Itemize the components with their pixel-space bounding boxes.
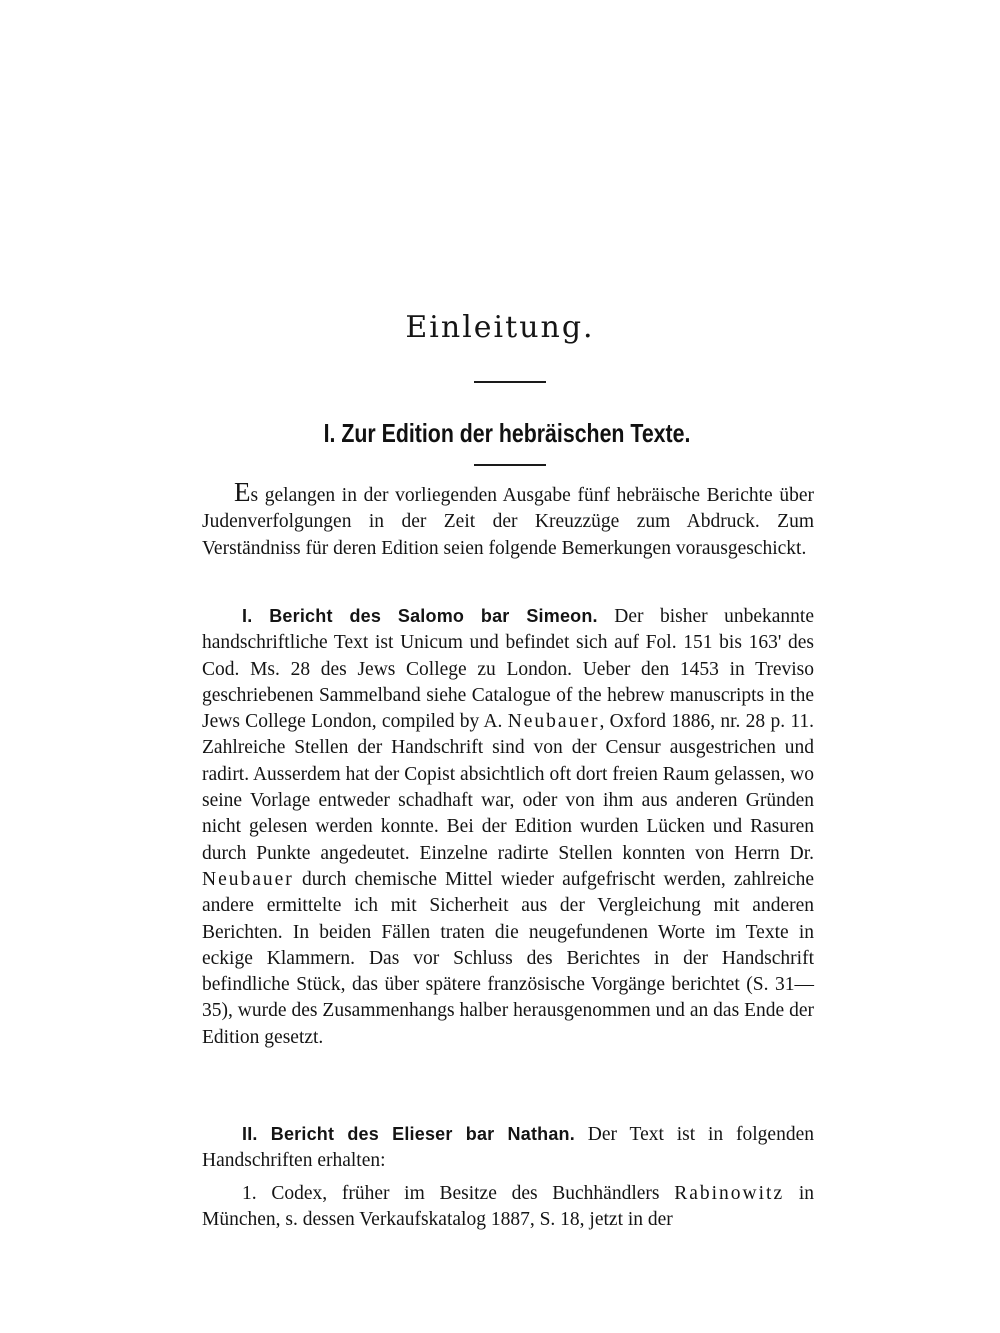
section-divider [474,464,546,466]
report-one-paragraph [202,603,814,1051]
report-one-text-c: durch chemische Mittel wieder aufgefrischt werden, zahlreiche andere ermittelte ich mit Sicherheit aus der Vergleichung mit anderen Berichten. In beiden Fällen traten die neugefundenen Worte im Texte in eckige Klammern. Das vor Schluss des Berichtes in der Handschrift befindliche Stück, das über spätere französische Vorgänge berichtet (S. 31—35), wurde des Zusammenhangs halber herausgenommen und an das Ende der Edition gesetzt. [202,868,814,1048]
drop-cap: E [234,477,251,507]
section-heading: I. Zur Edition der hebräischen Texte. [323,418,691,448]
author-name-neubauer-2: Neubauer [202,868,294,890]
report-one-label: I. Bericht des Salomo bar Simeon. [242,606,598,626]
author-name-neubauer: Neubauer [507,711,600,733]
list-item-one-text-b: in München, s. dessen Verkaufskatalog 1887, S. 18, jetzt in der [202,1183,815,1231]
page-title: Einleitung. [405,310,595,345]
report-one-text-a: Der bisher unbekannte handschriftliche Text ist Unicum und befindet sich auf Fol. 151 bis 163' des Cod. Ms. 28 des Jews College zu London. Ueber den 1453 in Treviso geschriebenen Sammelband siehe Catalogue of the hebrew manuscripts in the Jews College London, compiled by A. [202,606,814,733]
report-one-text-b: , Oxford 1886, nr. 28 p. 11. Zahlreiche Stellen der Handschrift sind von der Censur ausgestrichen und radirt. Ausserdem hat der Copist absichtlich oft dort freien Raum gelassen, wo seine Vorlage entweder schadhaft war, oder von ihm aus anderen Gründen nicht gelesen werden konnte. Bei der Edition wurden Lücken und Rasuren durch Punkte angedeutet. Einzelne radirte Stellen konnten von Herrn Dr. [202,711,814,864]
list-item-one [202,1181,814,1234]
report-two-text: Der Text ist in folgenden Handschriften erhalten: [202,1124,814,1172]
intro-text: s gelangen in der vorliegenden Ausgabe fünf hebräische Berichte über Judenverfolgungen in der Zeit der Kreuzzüge zum Abdruck. Zum Verständniss für deren Edition seien folgende Bemerkungen vorausgeschickt. [202,485,814,559]
list-item-one-text-a: 1. Codex, früher im Besitze des Buchhändlers [242,1183,675,1204]
title-divider [474,381,546,383]
report-two-paragraph [202,1121,814,1175]
intro-paragraph [202,477,814,562]
report-two-label: II. Bericht des Elieser bar Nathan. [242,1124,575,1144]
bookseller-name: Rabinowitz [674,1183,785,1204]
